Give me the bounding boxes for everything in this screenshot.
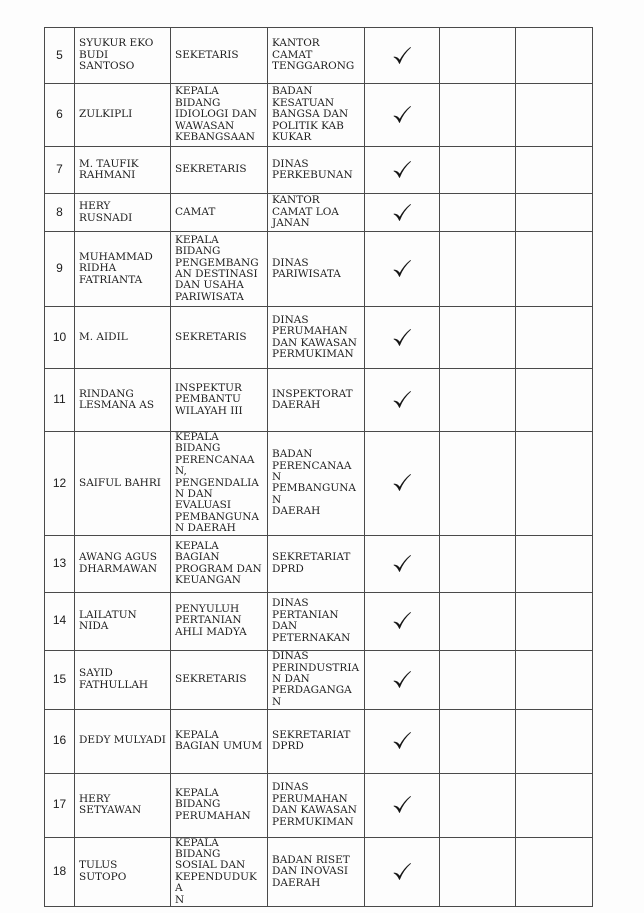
participant-position-line: PEMBANGUNA bbox=[175, 510, 259, 523]
participant-position-line: KEPENDUDUKA bbox=[175, 870, 257, 895]
participant-name bbox=[75, 28, 171, 84]
participant-unit-line: PERUMAHAN bbox=[272, 792, 348, 805]
participant-name-line: MUHAMMAD bbox=[79, 250, 153, 263]
participant-position-line: SOSIAL DAN bbox=[175, 859, 246, 872]
participant-name bbox=[75, 84, 171, 147]
checkmark-icon bbox=[391, 553, 413, 575]
empty-cell bbox=[516, 773, 593, 837]
participant-unit-line: PERMUKIMAN bbox=[272, 815, 354, 828]
participant-position-line: KEPALA bbox=[175, 85, 219, 98]
participant-name-line: RAHMANI bbox=[79, 169, 136, 181]
empty-cell bbox=[516, 432, 593, 536]
participant-position-line: N DAN bbox=[175, 488, 213, 501]
participant-name-line: SYUKUR EKO bbox=[79, 37, 154, 50]
participant-name-line: DEDY MULYADI bbox=[79, 734, 166, 747]
checkmark-icon bbox=[391, 327, 413, 349]
participant-position-line: WAWASAN bbox=[175, 119, 235, 132]
participant-name-line: M. AIDIL bbox=[79, 330, 128, 343]
table-row bbox=[45, 837, 593, 906]
empty-cell bbox=[516, 592, 593, 650]
empty-cell bbox=[516, 535, 593, 592]
participant-position-line: SEKRETARIS bbox=[175, 672, 247, 685]
checkmark-icon bbox=[391, 861, 413, 883]
participant-position-line: PROGRAM DAN bbox=[175, 562, 262, 575]
empty-cell bbox=[440, 307, 516, 369]
participant-unit-line: PERINDUSTRIA bbox=[272, 661, 360, 674]
participant-name bbox=[75, 592, 171, 650]
participant-position-line: SEKRETARIS bbox=[175, 163, 247, 176]
participant-position bbox=[171, 194, 268, 232]
participant-position-line: KEPALA bbox=[175, 233, 219, 246]
participant-position bbox=[171, 432, 268, 536]
participant-unit-line: BADAN bbox=[272, 85, 313, 98]
empty-cell bbox=[516, 194, 593, 232]
participant-unit-line: TENGGARONG bbox=[272, 60, 355, 73]
participant-unit-line: CAMAT LOA bbox=[272, 205, 339, 218]
participant-unit-line: PARIWISATA bbox=[272, 268, 341, 280]
participant-unit-line: PERDAGANGAN bbox=[272, 684, 352, 708]
participant-name-line: FATHULLAH bbox=[79, 678, 149, 691]
participant-position-line: PENYULUH bbox=[175, 603, 240, 616]
participant-unit bbox=[268, 773, 365, 837]
row-number: 9 bbox=[45, 232, 75, 307]
participant-unit bbox=[268, 147, 365, 194]
table-row bbox=[45, 369, 593, 432]
empty-cell bbox=[440, 84, 516, 147]
participant-unit-line: DINAS bbox=[272, 597, 309, 610]
participant-position-line: PERENCANAAN, bbox=[175, 453, 255, 478]
participant-unit-line: KESATUAN bbox=[272, 96, 335, 109]
participant-position-line: EVALUASI bbox=[175, 499, 231, 512]
participant-position-line: KEPALA bbox=[175, 787, 219, 800]
participant-position-line: DAN USAHA bbox=[175, 279, 244, 292]
participant-position bbox=[171, 650, 268, 709]
participant-unit-line: INSPEKTORAT bbox=[272, 387, 353, 400]
participant-unit-line: DINAS bbox=[272, 781, 309, 794]
participant-unit bbox=[268, 837, 365, 906]
participant-name-line: TULUS SUTOPO bbox=[79, 859, 127, 883]
empty-cell bbox=[516, 147, 593, 194]
participant-unit-line: BADAN RISET bbox=[272, 853, 350, 866]
participant-unit-line: DAN KAWASAN bbox=[272, 336, 357, 349]
attendance-check-cell bbox=[365, 307, 440, 369]
participant-unit-line: PERENCANAAN bbox=[272, 459, 352, 483]
row-number: 13 bbox=[45, 535, 75, 592]
participant-position bbox=[171, 84, 268, 147]
participant-position-line: BIDANG bbox=[175, 442, 221, 455]
participant-unit-line: BANGSA DAN bbox=[272, 108, 349, 121]
empty-cell bbox=[440, 773, 516, 837]
participant-position-line: KEPALA bbox=[175, 837, 219, 849]
participant-position-line: KEBANGSAAN bbox=[175, 131, 255, 144]
participant-position-line: KEUANGAN bbox=[175, 574, 241, 587]
participant-unit-line: KUKAR bbox=[272, 131, 312, 144]
participant-name-line: FATRIANTA bbox=[79, 273, 143, 286]
participant-position-line: INSPEKTUR bbox=[175, 381, 242, 394]
participant-position-line: BIDANG bbox=[175, 96, 221, 109]
checkmark-icon bbox=[391, 45, 413, 67]
participant-name bbox=[75, 709, 171, 773]
participant-unit-line: DAERAH bbox=[272, 876, 321, 889]
participant-unit-line: DAERAH bbox=[272, 505, 321, 518]
participant-unit-line: N DAN bbox=[272, 672, 310, 685]
empty-cell bbox=[440, 592, 516, 650]
participant-name-line: RINDANG bbox=[79, 387, 134, 400]
empty-cell bbox=[516, 84, 593, 147]
participant-unit-line: SEKRETARIAT bbox=[272, 551, 351, 564]
participant-unit-line: KANTOR bbox=[272, 194, 320, 207]
table-row bbox=[45, 307, 593, 369]
participant-position-line: N bbox=[175, 893, 185, 906]
participant-position-line: AHLI MADYA bbox=[175, 625, 247, 638]
empty-cell bbox=[440, 709, 516, 773]
participant-unit-line: DPRD bbox=[272, 740, 304, 753]
empty-cell bbox=[516, 837, 593, 906]
participant-unit-line: JANAN bbox=[272, 217, 310, 230]
participant-name-line: LESMANA AS bbox=[79, 399, 155, 411]
table-row bbox=[45, 773, 593, 837]
participant-position-line: IDIOLOGI DAN bbox=[175, 108, 257, 121]
participant-unit-line: PETERNAKAN bbox=[272, 631, 351, 644]
participant-name bbox=[75, 535, 171, 592]
row-number: 17 bbox=[45, 773, 75, 837]
participant-unit bbox=[268, 592, 365, 650]
participant-unit-line: PERTANIAN bbox=[272, 608, 339, 621]
participant-unit-line: DAN bbox=[272, 620, 298, 633]
participant-position-line: SEKETARIS bbox=[175, 48, 239, 61]
participant-position-line: PENGENDALIA bbox=[175, 476, 259, 489]
participant-name-line: SAYID bbox=[79, 667, 113, 680]
participant-name-line: SAIFUL BAHRI bbox=[79, 476, 161, 489]
participant-unit-line: PERMUKIMAN bbox=[272, 347, 354, 360]
participant-unit-line: DAN INOVASI bbox=[272, 865, 349, 878]
attendance-check-cell bbox=[365, 194, 440, 232]
participant-position-line: PENGEMBANG bbox=[175, 256, 259, 269]
participant-unit-line: KANTOR bbox=[272, 37, 320, 50]
row-number: 6 bbox=[45, 84, 75, 147]
participant-name-line: RIDHA bbox=[79, 262, 117, 275]
attendance-check-cell bbox=[365, 84, 440, 147]
participant-position-line: BIDANG bbox=[175, 848, 221, 861]
participant-position bbox=[171, 147, 268, 194]
participant-unit bbox=[268, 28, 365, 84]
participant-unit bbox=[268, 432, 365, 536]
attendance-check-cell bbox=[365, 709, 440, 773]
participant-position-line: N DAERAH bbox=[175, 522, 236, 535]
table-row bbox=[45, 147, 593, 194]
participant-position bbox=[171, 369, 268, 432]
participant-position-line: SEKRETARIS bbox=[175, 330, 247, 343]
participant-position-line: PEMBANTU bbox=[175, 393, 241, 406]
empty-cell bbox=[440, 147, 516, 194]
empty-cell bbox=[440, 535, 516, 592]
participant-position-line: PERUMAHAN bbox=[175, 809, 251, 822]
row-number: 15 bbox=[45, 650, 75, 709]
checkmark-icon bbox=[391, 669, 413, 691]
participant-position-line: BAGIAN bbox=[175, 551, 220, 564]
participant-position-line: CAMAT bbox=[175, 205, 216, 218]
checkmark-icon bbox=[391, 610, 413, 632]
participant-table bbox=[44, 27, 593, 907]
participant-unit bbox=[268, 307, 365, 369]
participant-position bbox=[171, 592, 268, 650]
participant-name-line: DHARMAWAN bbox=[79, 562, 158, 575]
empty-cell bbox=[516, 28, 593, 84]
empty-cell bbox=[516, 232, 593, 307]
participant-name bbox=[75, 147, 171, 194]
checkmark-icon bbox=[391, 389, 413, 411]
participant-position-line: KEPALA bbox=[175, 539, 219, 552]
participant-position-line: PERTANIAN bbox=[175, 614, 242, 627]
participant-name-line: HERY bbox=[79, 792, 111, 805]
participant-position bbox=[171, 232, 268, 307]
attendance-check-cell bbox=[365, 773, 440, 837]
participant-name bbox=[75, 232, 171, 307]
participant-unit bbox=[268, 194, 365, 232]
participant-position-line: PARIWISATA bbox=[175, 290, 244, 303]
participant-unit-line: CAMAT bbox=[272, 48, 313, 61]
attendance-check-cell bbox=[365, 535, 440, 592]
table-row bbox=[45, 194, 593, 232]
participant-unit-line: DINAS bbox=[272, 313, 309, 326]
participant-unit-line: PERUMAHAN bbox=[272, 325, 348, 338]
attendance-check-cell bbox=[365, 369, 440, 432]
checkmark-icon bbox=[391, 202, 413, 224]
attendance-check-cell bbox=[365, 432, 440, 536]
attendance-check-cell bbox=[365, 837, 440, 906]
participant-name bbox=[75, 194, 171, 232]
participant-name-line: HERY RUSNADI bbox=[79, 200, 133, 224]
table-row bbox=[45, 709, 593, 773]
checkmark-icon bbox=[391, 472, 413, 494]
empty-cell bbox=[516, 709, 593, 773]
participant-name bbox=[75, 432, 171, 536]
participant-name bbox=[75, 773, 171, 837]
participant-position-line: KEPALA bbox=[175, 431, 219, 443]
table-row bbox=[45, 650, 593, 709]
participant-unit-line: PERKEBUNAN bbox=[272, 169, 353, 181]
attendance-check-cell bbox=[365, 650, 440, 709]
participant-name-line: M. TAUFIK bbox=[79, 157, 139, 170]
empty-cell bbox=[440, 837, 516, 906]
participant-unit-line: DINAS bbox=[272, 650, 309, 663]
checkmark-icon bbox=[391, 794, 413, 816]
participant-name-line: SETYAWAN bbox=[79, 804, 142, 817]
participant-unit-line: DPRD bbox=[272, 562, 304, 575]
table-row bbox=[45, 84, 593, 147]
participant-unit-line: DINAS bbox=[272, 157, 309, 170]
participant-position bbox=[171, 535, 268, 592]
checkmark-icon bbox=[391, 730, 413, 752]
table-row bbox=[45, 592, 593, 650]
participant-position bbox=[171, 709, 268, 773]
table-row bbox=[45, 535, 593, 592]
empty-cell bbox=[516, 650, 593, 709]
participant-unit-line: SEKRETARIAT bbox=[272, 728, 351, 741]
empty-cell bbox=[440, 650, 516, 709]
row-number: 8 bbox=[45, 194, 75, 232]
empty-cell bbox=[516, 307, 593, 369]
participant-position bbox=[171, 837, 268, 906]
participant-position bbox=[171, 307, 268, 369]
empty-cell bbox=[440, 232, 516, 307]
row-number: 11 bbox=[45, 369, 75, 432]
participant-unit bbox=[268, 535, 365, 592]
participant-position bbox=[171, 28, 268, 84]
participant-position-line: BIDANG bbox=[175, 798, 221, 811]
participant-unit bbox=[268, 84, 365, 147]
participant-position bbox=[171, 773, 268, 837]
checkmark-icon bbox=[391, 104, 413, 126]
table-row bbox=[45, 28, 593, 84]
row-number: 10 bbox=[45, 307, 75, 369]
participant-unit bbox=[268, 709, 365, 773]
participant-unit-line: PEMBANGUNAN bbox=[272, 482, 356, 506]
row-number: 12 bbox=[45, 432, 75, 536]
participant-name bbox=[75, 369, 171, 432]
row-number: 7 bbox=[45, 147, 75, 194]
attendance-check-cell bbox=[365, 232, 440, 307]
empty-cell bbox=[440, 369, 516, 432]
participant-position-line: AN DESTINASI bbox=[175, 268, 258, 280]
row-number: 5 bbox=[45, 28, 75, 84]
checkmark-icon bbox=[391, 159, 413, 181]
participant-name-line: AWANG AGUS bbox=[79, 551, 157, 564]
attendance-check-cell bbox=[365, 28, 440, 84]
participant-unit-line: POLITIK KAB bbox=[272, 119, 344, 132]
participant-unit bbox=[268, 650, 365, 709]
participant-position-line: WILAYAH III bbox=[175, 404, 243, 417]
table-row bbox=[45, 432, 593, 536]
table-row bbox=[45, 232, 593, 307]
row-number: 14 bbox=[45, 592, 75, 650]
row-number: 18 bbox=[45, 837, 75, 906]
participant-name-line: BUDI SANTOSO bbox=[79, 48, 135, 73]
row-number: 16 bbox=[45, 709, 75, 773]
participant-unit bbox=[268, 232, 365, 307]
empty-cell bbox=[440, 28, 516, 84]
participant-unit bbox=[268, 369, 365, 432]
participant-unit-line: DAERAH bbox=[272, 399, 321, 411]
participant-position-line: KEPALA bbox=[175, 728, 219, 741]
participant-unit-line: BADAN bbox=[272, 448, 313, 461]
participant-name-line: LAILATUN NIDA bbox=[79, 608, 137, 633]
participant-unit-line: DAN KAWASAN bbox=[272, 804, 357, 817]
participant-name bbox=[75, 650, 171, 709]
participant-name bbox=[75, 307, 171, 369]
empty-cell bbox=[440, 194, 516, 232]
participant-name-line: ZULKIPLI bbox=[79, 108, 133, 121]
attendance-check-cell bbox=[365, 592, 440, 650]
empty-cell bbox=[440, 432, 516, 536]
attendance-check-cell bbox=[365, 147, 440, 194]
participant-name bbox=[75, 837, 171, 906]
participant-position-line: BIDANG bbox=[175, 245, 221, 258]
participant-unit-line: DINAS bbox=[272, 256, 309, 269]
checkmark-icon bbox=[391, 258, 413, 280]
participant-position-line: BAGIAN UMUM bbox=[175, 740, 263, 753]
empty-cell bbox=[516, 369, 593, 432]
